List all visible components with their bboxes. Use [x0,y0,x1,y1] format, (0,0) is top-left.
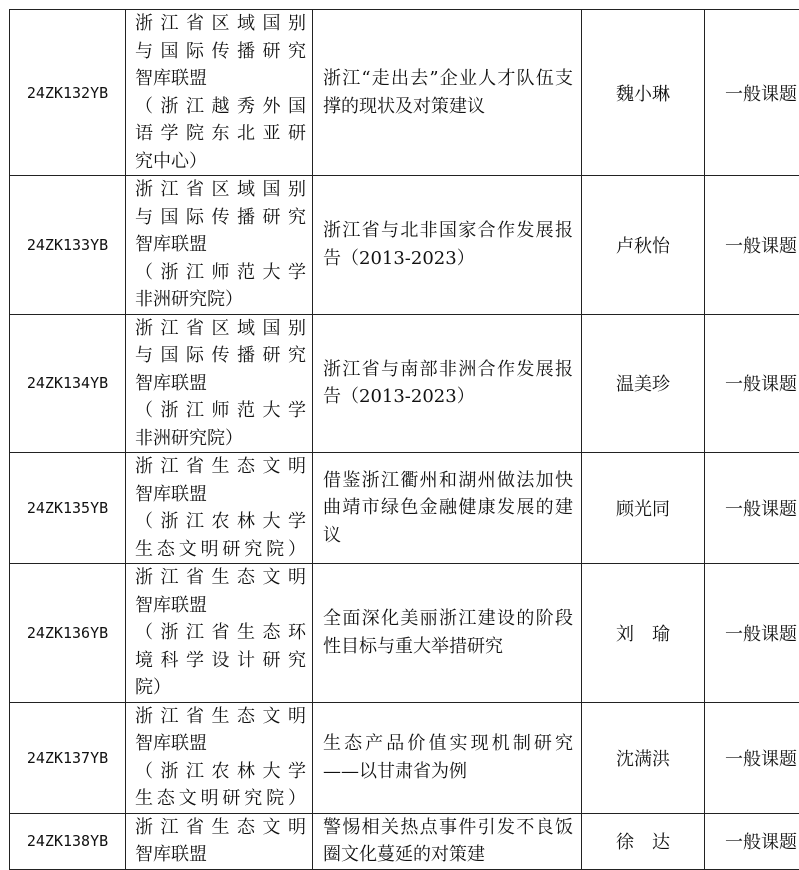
organization-line: 智库联盟 [135,234,207,255]
organization-cell [126,564,313,703]
project-code: 24ZK136YB [10,564,126,703]
table-row [10,453,799,564]
project-title: 全面深化美丽浙江建设的阶段性目标与重大举措研究 [313,564,582,703]
organization-line: 浙江省区域国别 [135,317,306,339]
project-title: 浙江省与北非国家合作发展报告（2013-2023） [313,176,582,315]
organization-line: 境科学设计研究 [135,649,306,671]
organization-cell [126,453,313,564]
organization-line: 智库联盟 [135,733,207,754]
table-row [10,176,799,315]
organization-line: 与国际传播研究 [135,345,306,366]
project-title: 浙江省与南部非洲合作发展报告（2013-2023） [313,314,582,453]
organization-line: （浙江越秀外国 [135,95,306,117]
project-title: 生态产品价值实现机制研究——以甘肃省为例 [313,702,582,813]
organization-line: 浙江省生态文明 [135,705,306,727]
project-code: 24ZK132YB [10,10,126,176]
organization-line: 智库联盟 [135,483,207,505]
project-table [9,9,799,870]
organization-line: （浙江师范大学 [135,261,306,283]
organization-line: （浙江农林大学 [135,511,306,532]
organization-line: 生态文明研究院） [135,538,306,560]
organization-line: 非洲研究院） [135,427,243,449]
project-code: 24ZK138YB [10,813,126,869]
project-leader: 顾光同 [582,453,705,564]
project-type: 一般课题 [705,453,799,564]
organization-line: 智库联盟 [135,68,207,89]
organization-line: 浙江省区域国别 [135,179,306,200]
organization-line: 浙江省区域国别 [135,13,306,34]
organization-line: （浙江师范大学 [135,400,306,421]
table-body [10,10,799,870]
organization-line: 与国际传播研究 [135,206,306,228]
project-type: 一般课题 [705,176,799,315]
table-row [10,314,799,453]
project-type: 一般课题 [705,314,799,453]
project-type: 一般课题 [705,10,799,176]
organization-line: 究中心） [135,150,207,172]
table-row [10,702,799,813]
organization-cell [126,314,313,453]
project-type: 一般课题 [705,702,799,813]
organization-line: 语学院东北亚研 [135,123,306,144]
project-type: 一般课题 [705,564,799,703]
organization-line: （浙江农林大学 [135,760,306,782]
organization-line: 智库联盟 [135,844,207,865]
project-code: 24ZK134YB [10,314,126,453]
project-leader: 魏小琳 [582,10,705,176]
project-title: 警惕相关热点事件引发不良饭圈文化蔓延的对策建 [313,813,582,869]
organization-line: 智库联盟 [135,372,207,394]
organization-cell [126,10,313,176]
organization-line: 生态文明研究院） [135,788,306,809]
table-row [10,10,799,176]
project-leader: 徐 达 [582,813,705,869]
project-title: 借鉴浙江衢州和湖州做法加快曲靖市绿色金融健康发展的建议 [313,453,582,564]
project-leader: 温美珍 [582,314,705,453]
table-row [10,813,799,869]
organization-line: 浙江省生态文明 [135,567,306,588]
organization-line: 浙江省生态文明 [135,816,306,838]
organization-line: 非洲研究院） [135,289,243,310]
project-code: 24ZK135YB [10,453,126,564]
organization-cell [126,813,313,869]
project-type: 一般课题 [705,813,799,869]
organization-line: 院） [135,677,171,698]
project-leader: 沈满洪 [582,702,705,813]
project-leader: 卢秋怡 [582,176,705,315]
organization-line: 智库联盟 [135,594,207,616]
organization-line: （浙江省生态环 [135,622,306,643]
organization-line: 浙江省生态文明 [135,456,306,477]
organization-line: 与国际传播研究 [135,40,306,62]
project-leader: 刘 瑜 [582,564,705,703]
table-row [10,564,799,703]
project-title: 浙江“走出去”企业人才队伍支撑的现状及对策建议 [313,10,582,176]
organization-cell [126,702,313,813]
project-code: 24ZK133YB [10,176,126,315]
project-code: 24ZK137YB [10,702,126,813]
organization-cell [126,176,313,315]
